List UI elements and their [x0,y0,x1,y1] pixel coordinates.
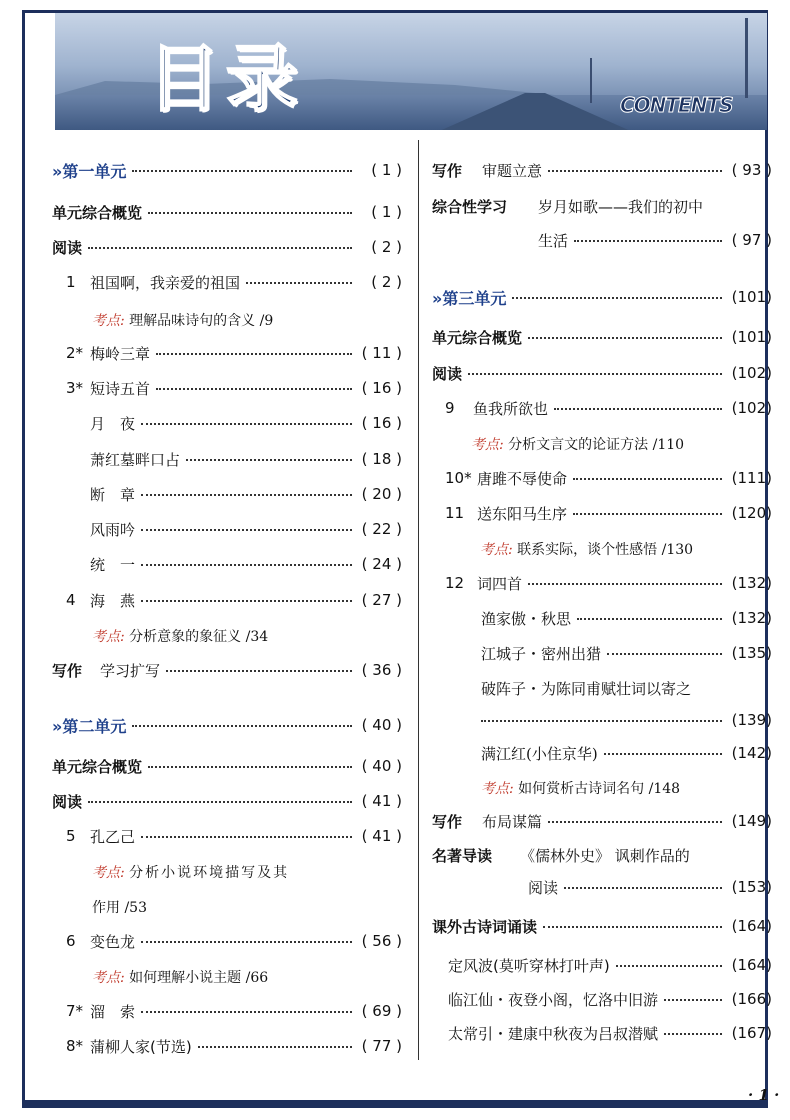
toc-poem[interactable] [448,1020,772,1046]
toc-section[interactable] [432,324,772,350]
toc-lesson[interactable] [445,395,772,421]
toc-lesson[interactable] [66,823,402,849]
toc-subitem[interactable] [90,446,402,472]
page-number: · 1 · [748,1086,780,1104]
leader-dots [481,719,722,722]
lesson-number: 2* [66,344,84,362]
page-subtitle: CONTENTS [620,93,733,117]
toc-poem[interactable] [448,986,772,1012]
leader-dots [166,669,352,672]
exam-point [480,539,693,559]
page-ref: ( 16 ) [361,379,402,397]
toc-subitem-continued[interactable] [481,707,772,733]
exam-point-text: 作用 /53 [92,900,147,916]
leader-dots [616,964,722,967]
toc-section[interactable] [52,199,402,225]
leader-dots [573,477,722,480]
leader-dots [528,336,722,339]
page-ref: ( 56 ) [361,932,402,950]
leader-dots [141,835,352,838]
leader-dots [141,563,352,566]
lesson-title: 梅岭三章 [90,344,151,363]
exam-point-label: 考点: [471,437,504,453]
section-label: 单元综合概览 [52,203,143,222]
lesson-title: 词四首 [477,574,523,593]
toc-subitem[interactable] [90,410,402,436]
lesson-title: 溜 索 [90,1002,136,1021]
writing-label: 写作 [52,661,83,680]
leader-dots [186,458,352,461]
exam-point-text: 理解品味诗句的含义 /9 [129,313,274,329]
writing-title: 学习扩写 [100,661,161,680]
exam-point [92,862,289,882]
page-ref: ( 77 ) [361,1037,402,1055]
toc-lesson[interactable] [445,500,772,526]
writing-title: 审题立意 [482,161,543,180]
toc-section[interactable] [432,360,772,386]
page-ref: (102) [731,399,772,417]
page-ref: ( 24 ) [361,555,402,573]
toc-classic-reading-continued[interactable] [528,874,772,900]
toc-classic-reading[interactable] [432,842,772,868]
leader-dots [246,281,352,284]
exam-point-label: 考点: [92,629,125,645]
section-label: 阅读 [52,238,83,257]
leader-dots [664,1032,722,1035]
toc-subitem[interactable] [481,640,772,666]
study-label: 综合性学习 [432,197,508,216]
subitem-title: 风雨吟 [90,520,136,539]
leader-dots [574,239,722,242]
page-ref: (167) [731,1024,772,1042]
page-ref: ( 1 ) [371,203,402,221]
bottom-bar [22,1100,768,1108]
classic-label: 名著导读 [432,846,493,865]
page-ref: ( 40 ) [361,716,402,734]
page-ref: (132) [731,609,772,627]
header-banner [55,13,767,130]
leader-dots [512,296,722,299]
leader-dots [88,800,352,803]
page-ref: (149) [731,812,772,830]
toc-lesson[interactable] [66,928,402,954]
toc-lesson[interactable] [66,998,402,1024]
leader-dots [468,372,722,375]
page-ref: (135) [731,644,772,662]
study-title: 岁月如歌——我们的初中 [538,197,704,216]
subitem-title: 统 一 [90,555,136,574]
page-ref: (132) [731,574,772,592]
lesson-number: 8* [66,1037,84,1055]
leader-dots [132,724,352,727]
page-ref: (153) [731,878,772,896]
toc-section[interactable] [52,788,402,814]
exam-point-label: 考点: [92,313,125,329]
exam-point [92,967,268,987]
toc-section[interactable] [432,913,772,939]
page-ref: ( 2 ) [371,273,402,291]
toc-subitem[interactable] [90,516,402,542]
page-ref: (164) [731,956,772,974]
exam-point-label: 考点: [481,781,514,797]
leader-dots [573,512,722,515]
lesson-title: 送东阳马生序 [477,504,568,523]
toc-writing[interactable] [52,657,402,683]
leader-dots [141,599,352,602]
column-divider [418,140,419,1060]
toc-subitem[interactable] [481,675,772,701]
page-ref: ( 2 ) [371,238,402,256]
exam-point-label: 考点: [480,542,513,558]
lesson-title: 变色龙 [90,932,136,951]
page-ref: ( 41 ) [361,792,402,810]
toc-subitem[interactable] [481,740,772,766]
exam-point-text: 分析文言文的论证方法 /110 [508,437,685,453]
page-ref: ( 11 ) [361,344,402,362]
leader-dots [548,820,722,823]
page-ref: (101) [731,328,772,346]
page-ref: ( 69 ) [361,1002,402,1020]
lesson-title: 短诗五首 [90,379,151,398]
lesson-title: 祖国啊，我亲爱的祖国 [90,273,241,292]
poem-title: 太常引・建康中秋夜为吕叔潜赋 [448,1024,659,1043]
section-label: 课外古诗词诵读 [432,917,538,936]
page-ref: ( 27 ) [361,591,402,609]
hills-graphic [55,75,555,95]
exam-point [92,626,268,646]
leader-dots [132,169,352,172]
leader-dots [88,246,352,249]
exam-point [92,310,273,330]
writing-title: 布局谋篇 [482,812,543,831]
page-title: 目录 [148,37,305,121]
subitem-title: 断 章 [90,485,136,504]
lesson-title: 唐雎不辱使命 [477,469,568,488]
section-label: 阅读 [52,792,83,811]
leader-dots [148,211,352,214]
subitem-title: 江城子・密州出猎 [481,644,602,663]
toc-lesson[interactable] [66,1033,402,1059]
leader-dots [548,169,722,172]
exam-point-label: 考点: [92,970,125,986]
page-ref: (101) [731,288,772,306]
writing-label: 写作 [432,161,463,180]
page-ref: (111) [731,469,772,487]
leader-dots [141,493,352,496]
toc-unit-heading[interactable] [432,284,772,310]
leader-dots [148,765,352,768]
classic-title: 《儒林外史》 讽刺作品的 [520,846,690,865]
poem-title: 临江仙・夜登小阁，忆洛中旧游 [448,990,659,1009]
leader-dots [554,407,722,410]
page-ref: ( 40 ) [361,757,402,775]
unit-label: »第一单元 [52,161,127,181]
leader-dots [156,352,352,355]
poem-title: 定风波(莫听穿林打叶声) [448,956,610,975]
exam-point-text: 分析小说环境描写及其 [129,865,290,881]
toc-section[interactable] [52,753,402,779]
exam-point-text: 如何赏析古诗词名句 /148 [518,781,681,797]
leader-dots [198,1045,352,1048]
page-ref: ( 97 ) [731,231,772,249]
lesson-number: 11 [445,504,465,522]
leader-dots [141,528,352,531]
unit-label: »第三单元 [432,288,507,308]
lesson-number: 9 [445,399,455,417]
subitem-title: 满江红(小住京华) [481,744,598,763]
lesson-title: 孔乙己 [90,827,136,846]
toc-lesson[interactable] [66,375,402,401]
utility-pole-graphic [590,58,592,103]
classic-title: 阅读 [528,878,559,897]
toc-lesson[interactable] [445,570,772,596]
lesson-title: 鱼我所欲也 [473,399,549,418]
toc-lesson[interactable] [66,587,402,613]
leader-dots [607,652,722,655]
lesson-title: 蒲柳人家(节选) [90,1037,192,1056]
page-ref: (120) [731,504,772,522]
page-ref: ( 93 ) [731,161,772,179]
writing-label: 写作 [432,812,463,831]
section-label: 单元综合概览 [52,757,143,776]
leader-dots [577,617,722,620]
unit-label: »第二单元 [52,716,127,736]
page-ref: ( 18 ) [361,450,402,468]
leader-dots [564,886,722,889]
toc-lesson[interactable] [66,340,402,366]
page-ref: ( 16 ) [361,414,402,432]
page-ref: (164) [731,917,772,935]
toc-comprehensive-study-continued[interactable] [538,227,772,253]
toc-writing[interactable] [432,808,772,834]
leader-dots [528,582,722,585]
lesson-number: 3* [66,379,84,397]
leader-dots [141,422,352,425]
utility-pole-graphic [745,18,748,98]
toc-section[interactable] [52,234,402,260]
toc-subitem[interactable] [90,481,402,507]
exam-point-text: 分析意象的象征义 /34 [129,629,269,645]
leader-dots [604,752,722,755]
section-label: 阅读 [432,364,463,383]
lesson-number: 7* [66,1002,84,1020]
section-label: 单元综合概览 [432,328,523,347]
lesson-number: 4 [66,591,76,609]
page-ref: ( 41 ) [361,827,402,845]
subitem-title: 月 夜 [90,414,136,433]
exam-point-text: 联系实际，谈个性感悟 /130 [517,542,694,558]
lesson-number: 10* [445,469,472,487]
lesson-number: 6 [66,932,76,950]
toc-lesson[interactable] [445,465,772,491]
page-ref: (139) [731,711,772,729]
page-ref: (102) [731,364,772,382]
toc-poem[interactable] [448,952,772,978]
exam-point-continued [92,897,147,917]
toc-writing[interactable] [432,157,772,183]
study-title: 生活 [538,231,569,250]
toc-subitem[interactable] [90,551,402,577]
exam-point-text: 如何理解小说主题 /66 [129,970,269,986]
page-ref: (142) [731,744,772,762]
lesson-number: 1 [66,273,76,291]
subitem-title: 渔家傲・秋思 [481,609,572,628]
leader-dots [141,940,352,943]
leader-dots [664,998,722,1001]
toc-comprehensive-study[interactable] [432,193,772,219]
leader-dots [543,925,722,928]
toc-lesson[interactable] [66,269,402,295]
page-ref: (166) [731,990,772,1008]
leader-dots [156,387,352,390]
toc-unit-heading[interactable] [52,712,402,738]
subitem-title: 萧红墓畔口占 [90,450,181,469]
lesson-number: 12 [445,574,465,592]
toc-unit-heading[interactable] [52,157,402,183]
page-ref: ( 36 ) [361,661,402,679]
exam-point [471,434,684,454]
leader-dots [141,1010,352,1013]
lesson-title: 海 燕 [90,591,136,610]
exam-point [481,778,680,798]
page-ref: ( 20 ) [361,485,402,503]
page-ref: ( 1 ) [371,161,402,179]
lesson-number: 5 [66,827,76,845]
page-ref: ( 22 ) [361,520,402,538]
toc-subitem[interactable] [481,605,772,631]
exam-point-label: 考点: [92,865,125,881]
subitem-title: 破阵子・为陈同甫赋壮词以寄之 [481,679,692,698]
